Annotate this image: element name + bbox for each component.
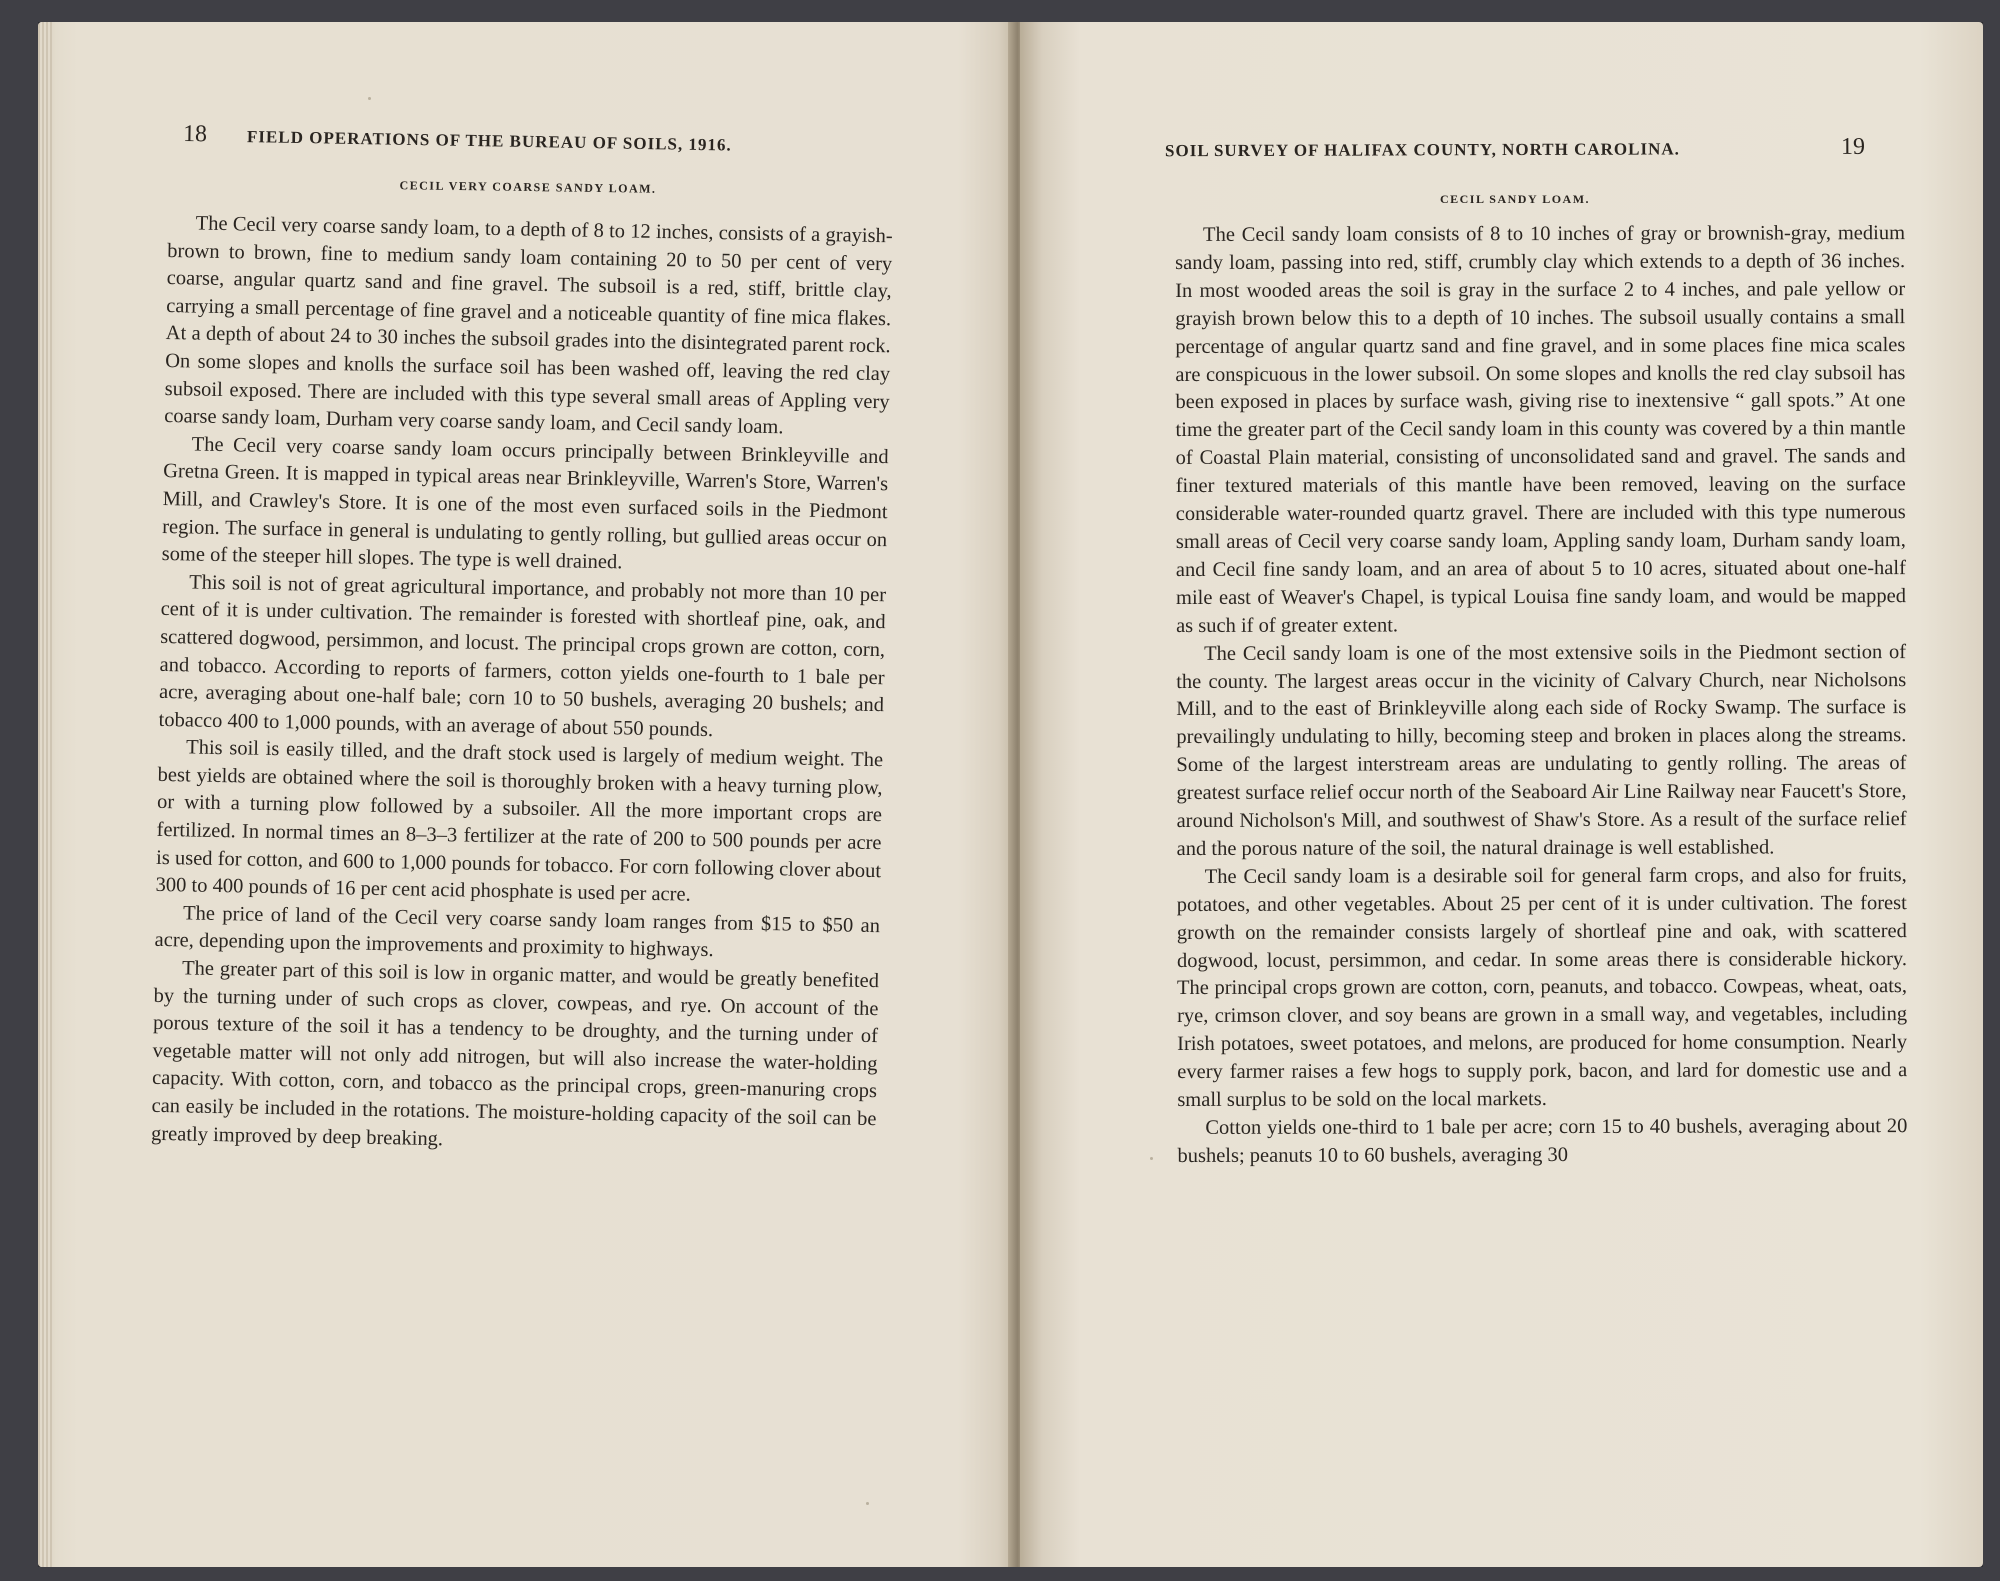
paragraph: The Cecil sandy loam consists of 8 to 10 inches of gray or brownish-gray, medium sandy loam, passing into red, stiff, crumbly clay which extends to a depth of 36 inches. In most wooded areas the soil is gray in the surface 2 to 4 inches, and pale yellow or grayish brown below this to a depth of 10 inches. The subsoil usually contains a small percentage of angular quartz sand and fine gravel, and in some places fine mica scales are conspicuous in the lower subsoil. On some slopes and knolls the red clay subsoil has been exposed in places by surface wash, giving rise to inextensive “ gall spots.” At one time the greater part of the Cecil sandy loam in this county was covered by a thin mantle of Coastal Plain material, consisting of unconsolidated sand and gravel. The sands and finer textured materials of this mantle have been removed, leaving on the surface considerable water-rounded quartz gravel. There are included with this type numerous small areas of Cecil very coarse sandy loam, Appling sandy loam, Durham sandy loam, and Cecil fine sandy loam, and an area of about 5 to 10 acres, situated about one-half mile east of Weaver's Chapel, is typical Louisa fine sandy loam, and would be mapped as such if of greater extent. (1175, 222, 1907, 637)
right-page (1020, 22, 1983, 1567)
paper-speck (866, 1502, 869, 1505)
paragraph: The Cecil very coarse sandy loam, to a depth of 8 to 12 inches, consists of a grayish-brown to brown, fine to medium sandy loam containing 20 to 50 per cent of very coarse, angular quartz sand and fine gravel. The subsoil is a red, stiff, brittle clay, carrying a small percentage of fine gravel and a noticeable quantity of fine mica flakes. At a depth of about 24 to 30 inches the subsoil grades into the disintegrated parent rock. On some slopes and knolls the surface soil has been washed off, leaving the red clay subsoil exposed. There are included with this type several small areas of Appling very coarse sandy loam, Durham very coarse sandy loam, and Cecil sandy loam. (164, 212, 893, 439)
paragraph: The greater part of this soil is low in organic matter, and would be greatly benefited by the turning under of such crops as clover, cowpeas, and rye. On account of the porous texture of the soil it has a tendency to be droughty, and the turning under of vegetable matter will not only add nitrogen, but will also increase the water-holding capacity. With cotton, corn, and tobacco as the principal crops, green-manuring crops can easily be included in the rotations. The moisture-holding capacity of the soil can be greatly improved by deep breaking. (150, 957, 880, 1150)
left-page (38, 22, 1020, 1567)
page-number: 19 (1840, 133, 1866, 160)
page-edges (38, 22, 52, 1567)
paragraph: The Cecil very coarse sandy loam occurs principally between Brinkleyville and Gretna Green. It is mapped in typical areas near Brinkleyville, Warren's Store, Warren's Mill, and Crawley's Store. It is one of the most even surfaced soils in the Piedmont region. The surface in general is undulating to gently rolling, but gullied areas occur on some of the steeper hill slopes. The type is well drained. (161, 433, 889, 574)
left-page-header (183, 121, 873, 160)
left-page-body (151, 210, 893, 1161)
section-title: CECIL VERY COARSE SANDY LOAM. (399, 178, 657, 196)
paper-speck (368, 97, 371, 100)
page-number: 18 (182, 120, 208, 148)
section-title: CECIL SANDY LOAM. (1439, 192, 1591, 206)
paragraph: This soil is easily tilled, and the draft stock used is largely of medium weight. The best yields are obtained where the soil is thoroughly broken with a heavy turning plow, or with a turning plow followed by a subsoiler. All the more important crops are fertilized. In normal times an 8–3–3 fertilizer at the rate of 200 to 500 pounds per acre is used for cotton, and 600 to 1,000 pounds for tobacco. For corn following clover about 300 to 400 pounds of 16 per cent acid phosphate is used per acre. (155, 736, 884, 906)
right-page-body (1175, 220, 1907, 1171)
paragraph: The Cecil sandy loam is a desirable soil for general farm crops, and also for fruits, potatoes, and other vegetables. About 25 per cent of it is under cultivation. The forest growth on the remainder consists largely of shortleaf pine and oak, with scattered dogwood, locust, persimmon, and cedar. In some areas there is considerable hickory. The principal crops grown are cotton, corn, peanuts, and tobacco. Cowpeas, wheat, oats, rye, crimson clover, and soy beans are grown in a small way, and vegetables, including Irish potatoes, sweet potatoes, and melons, are produced for home consumption. Nearly every farmer raises a few hogs to supply pork, bacon, and lard for domestic use and a small surplus to be sold on the local markets. (1176, 863, 1908, 1112)
paper-speck (1150, 1157, 1153, 1160)
paragraph: The Cecil sandy loam is one of the most extensive soils in the Piedmont section of the county. The largest areas occur in the vicinity of Calvary Church, near Nicholsons Mill, and to the east of Brinkleyville along each side of Rocky Swamp. The surface is prevailingly undulating to hilly, becoming steep and broken in places along the streams. Some of the largest interstream areas are undulating to gently rolling. The areas of greatest surface relief occur north of the Seaboard Air Line Railway near Faucett's Store, around Nicholson's Mill, and southwest of Shaw's Store. As a result of the surface relief and the porous nature of the soil, the natural drainage is well established. (1176, 640, 1907, 860)
paragraph: Cotton yields one-third to 1 bale per acre; corn 15 to 40 bushels, averaging about 20 bushels; peanuts 10 to 60 bushels, averaging 30 (1177, 1115, 1908, 1167)
paragraph: This soil is not of great agricultural importance, and probably not more than 10 per cent of it is under cultivation. The remainder is forested with shortleaf pine, oak, and scattered dogwood, persimmon, and locust. The principal crops grown are cotton, corn, and tobacco. According to reports of farmers, cotton yields one-fourth to 1 bale per acre, averaging about one-half bale; corn 10 to 50 bushels, averaging 20 bushels; and tobacco 400 to 1,000 pounds, with an average of about 550 pounds. (158, 571, 887, 741)
paragraph: The price of land of the Cecil very coarse sandy loam ranges from $15 to $50 an acre, depending upon the improvements and proximity to highways. (154, 902, 881, 962)
right-page-header (1165, 134, 1865, 163)
open-book (38, 22, 1983, 1567)
running-head: SOIL SURVEY OF HALIFAX COUNTY, NORTH CAROLINA. (1164, 139, 1680, 161)
running-head: FIELD OPERATIONS OF THE BUREAU OF SOILS, 1916. (246, 127, 732, 155)
